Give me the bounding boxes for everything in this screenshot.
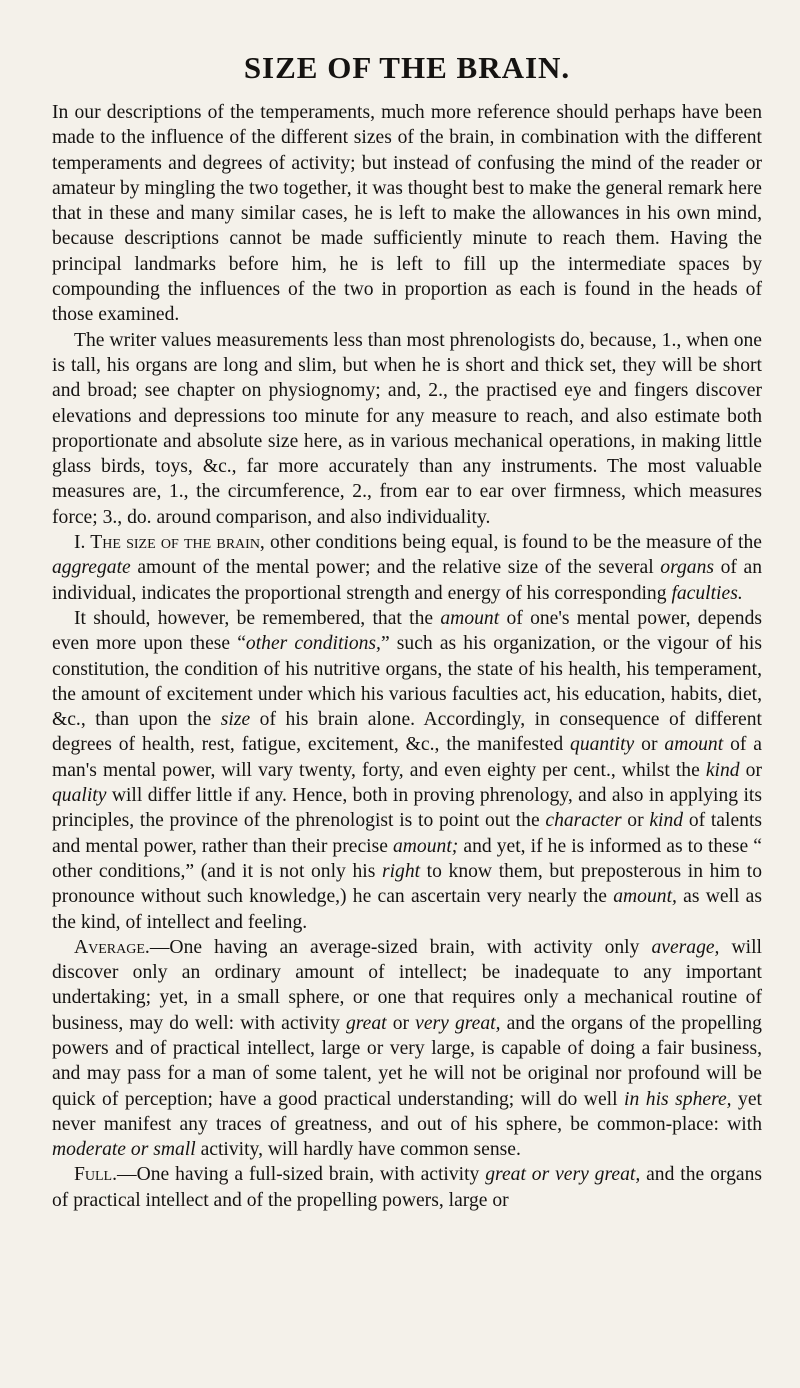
paragraph-temperaments: In our descriptions of the temperaments, much more reference should perhaps have been made to the influence of the different sizes of the brain, in combination with the different temperaments and degrees of activity; but instead of confusing the mind of the reader or amateur by mingling the two together, it was thought best to make the general remark here that in these and many similar cases, he is left to make the allowances in his own mind, because descriptions cannot be made sufficiently minute to reach them. Having the principal landmarks before him, he is left to fill up the intermediate spaces by compounding the influences of the two in proportion as each is found in the heads of those examined. (52, 102, 762, 326)
section-lead-size-of-brain: I. The size of the brain, (74, 532, 265, 554)
section-lead-average: Average. (74, 936, 150, 958)
paragraph-average: Average.—One having an average-sized brain, with activity only average, will discover only an ordinary amount of intellect; be inadequate to any important undertaking; yet, in a small sphere, or one that requires only a mechanical routine of business, may do well: with activity great or very great, and the organs of the propelling powers and of practical intellect, large or very large, is capable of doing a fair business, and may pass for a man of some talent, yet he will not be original nor profound will be quick of perception; have a good practical understanding; will do well in his sphere, yet never manifest any traces of greatness, and out of his sphere, be common-place: with moderate or small activity, will hardly have common sense. (52, 936, 762, 1161)
paragraph-measurements: The writer values measurements less than most phrenologists do, because, 1., when one is tall, his organs are long and slim, but when he is short and thick set, they will be short and broad; see chapter on physiognomy; and, 2., the practised eye and fingers discover elevations and depressions too minute for any measure to reach, and also estimate both proportionate and absolute size here, as in various mechanical operations, in making little glass birds, toys, &c., far more accurately than any instruments. The most valuable measures are, 1., the circumference, 2., from ear to ear over firmness, which measures force; 3., do. around comparison, and also individuality. (52, 329, 762, 528)
section-lead-full: Full. (74, 1164, 118, 1186)
page-title: SIZE OF THE BRAIN. (243, 50, 571, 85)
paragraph-other-conditions: It should, however, be remembered, that the amount of one's mental power, depends even more upon these “other conditions,” such as his organization, or the vigour of his constitution, the condition of his nutritive organs, the state of his health, his temperament, the amount of excitement under which his various faculties act, his education, habits, diet, &c., than upon the size of his brain alone. Accordingly, in consequence of different degrees of health, rest, fatigue, excitement, &c., the manifested quantity or amount of a man's mental power, will vary twenty, forty, and even eighty per cent., whilst the kind or quality will differ little if any. Hence, both in proving phrenology, and also in applying its principles, the province of the phrenologist is to point out the character or kind of talents and mental power, rather than their precise amount; and yet, if he is informed as to these “ other conditions,” (and it is not only his right to know them, but preposterous in him to pronounce without such knowledge,) he can ascertain very nearly the amount, as well as the kind, of intellect and feeling. (52, 607, 763, 933)
page-body (52, 100, 762, 1213)
paragraph-size-of-brain: I. The size of the brain, other conditions being equal, is found to be the measure of the aggregate amount of the mental power; and the relative size of the several organs of an individual, indicates the proportional strength and energy of his corresponding faculties. (52, 532, 762, 604)
paragraph-full: Full.—One having a full-sized brain, with activity great or very great, and the organs of practical intellect and of the propelling powers, large or (52, 1164, 762, 1211)
